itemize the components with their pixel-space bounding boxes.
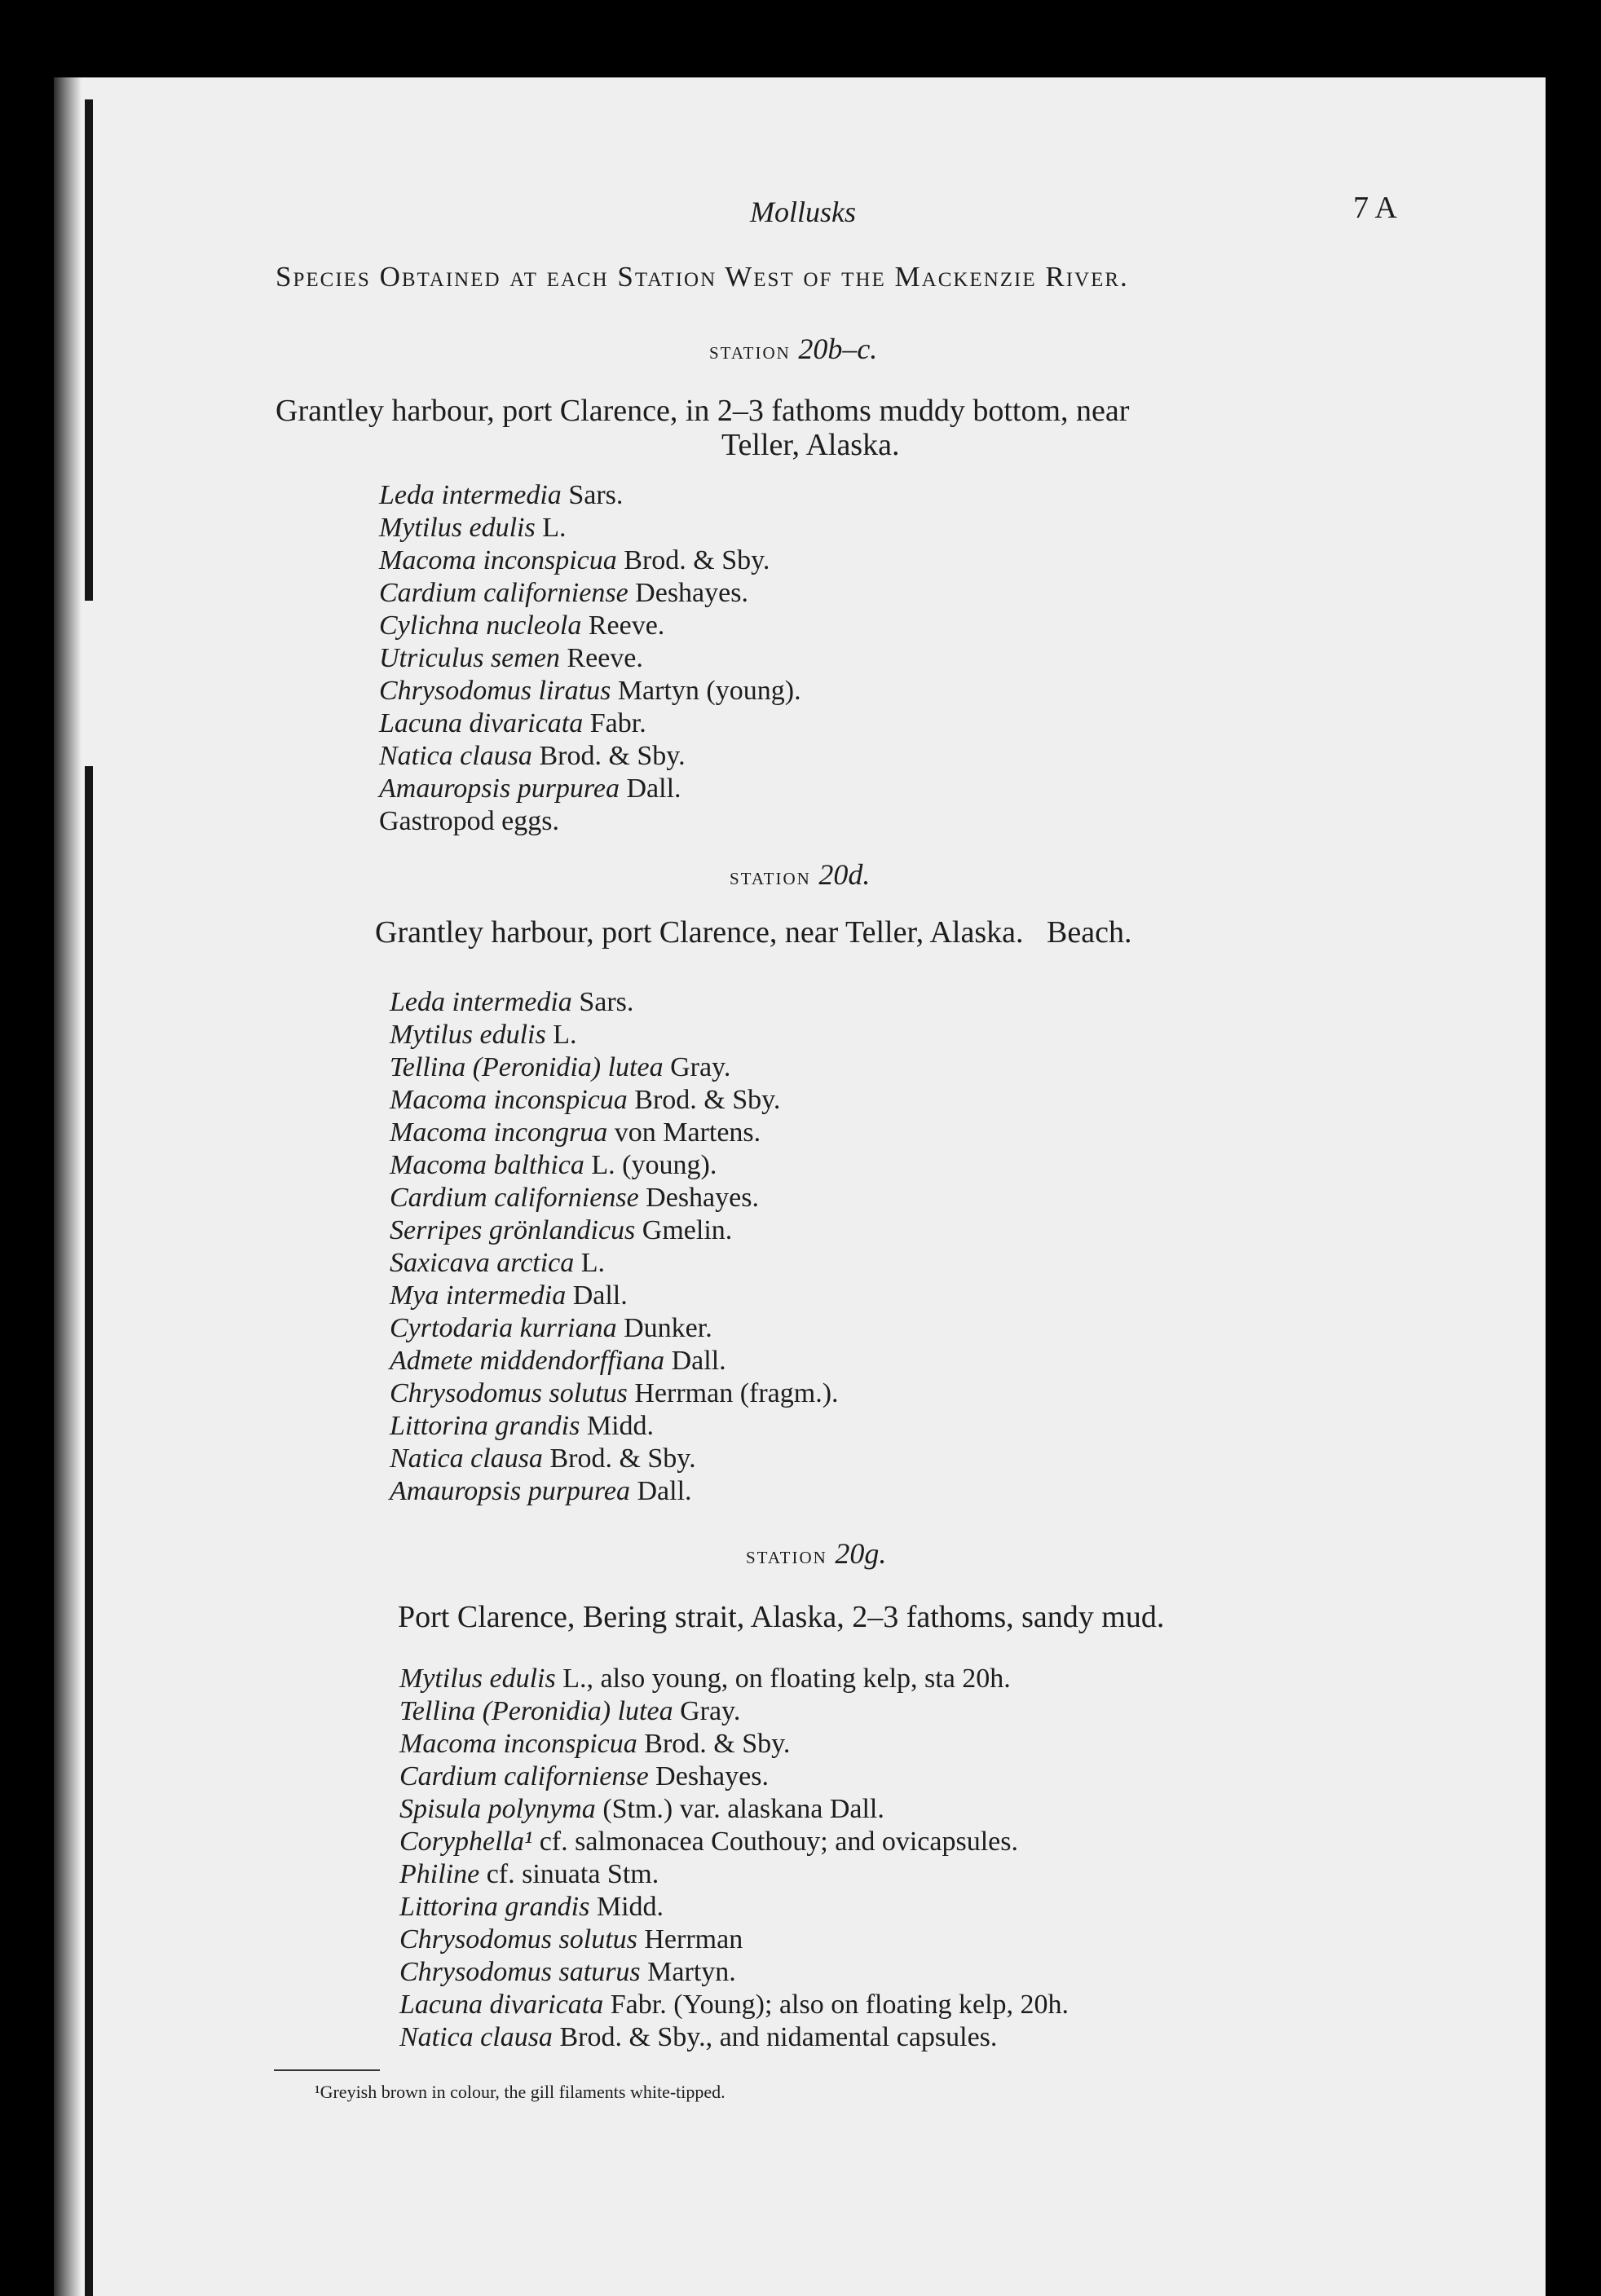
species-item: Tellina (Peronidia) lutea Gray. — [399, 1696, 741, 1726]
species-item: Cyrtodaria kurriana Dunker. — [390, 1313, 712, 1343]
station-label: station 20b–c. — [709, 333, 878, 365]
species-item: Chrysodomus solutus Herrman (fragm.). — [390, 1378, 839, 1408]
page-heading: Species Obtained at each Station West of the Mackenzie River. — [276, 261, 1129, 293]
species-item: Admete middendorffiana Dall. — [390, 1346, 726, 1376]
running-head: Mollusks — [750, 196, 856, 228]
species-item: Philine cf. sinuata Stm. — [399, 1859, 659, 1889]
species-item: Cardium californiense Deshayes. — [390, 1183, 759, 1213]
station-location: Teller, Alaska. — [721, 428, 900, 462]
species-item: Coryphella¹ cf. salmonacea Couthouy; and ovicapsules. — [399, 1827, 1018, 1857]
left-margin-rule — [85, 99, 93, 601]
species-item: Leda intermedia Sars. — [379, 480, 624, 510]
station-location: Grantley harbour, port Clarence, in 2–3 fathoms muddy bottom, near — [276, 394, 1130, 428]
left-margin-rule — [85, 766, 93, 2296]
species-item: Utriculus semen Reeve. — [379, 643, 643, 673]
species-item: Littorina grandis Midd. — [399, 1892, 664, 1922]
page-shadow — [54, 77, 82, 2296]
species-item: Macoma inconspicua Brod. & Sby. — [379, 545, 770, 575]
station-location: Grantley harbour, port Clarence, near Teller, Alaska. Beach. — [375, 915, 1132, 950]
species-item: Natica clausa Brod. & Sby. — [379, 741, 686, 771]
species-item: Natica clausa Brod. & Sby., and nidamental capsules. — [399, 2022, 998, 2052]
station-location: Port Clarence, Bering strait, Alaska, 2–3 fathoms, sandy mud. — [398, 1600, 1165, 1634]
species-item: Cardium californiense Deshayes. — [399, 1761, 769, 1791]
species-item: Mya intermedia Dall. — [390, 1280, 628, 1311]
footnote: ¹Greyish brown in colour, the gill filaments white-tipped. — [315, 2082, 726, 2102]
species-item: Mytilus edulis L. — [379, 513, 567, 543]
species-item: Serripes grönlandicus Gmelin. — [390, 1215, 733, 1245]
station-label: station 20d. — [730, 858, 871, 891]
species-item: Chrysodomus solutus Herrman — [399, 1924, 743, 1954]
species-item: Macoma inconspicua Brod. & Sby. — [399, 1729, 791, 1759]
species-list — [399, 1663, 1069, 2054]
species-item: Chrysodomus liratus Martyn (young). — [379, 676, 801, 706]
species-item: Chrysodomus saturus Martyn. — [399, 1957, 736, 1987]
species-item: Macoma incongrua von Martens. — [390, 1117, 761, 1148]
species-item: Mytilus edulis L. — [390, 1020, 577, 1050]
species-item: Natica clausa Brod. & Sby. — [390, 1443, 696, 1474]
species-item: Mytilus edulis L., also young, on floating kelp, sta 20h. — [399, 1664, 1011, 1694]
species-list — [379, 479, 801, 838]
station-label: station 20g. — [746, 1537, 887, 1570]
species-item: Leda intermedia Sars. — [390, 987, 634, 1017]
species-item: Cardium californiense Deshayes. — [379, 578, 748, 608]
page-number: 7 A — [1353, 191, 1397, 225]
species-item: Saxicava arctica L. — [390, 1248, 606, 1278]
species-item: Spisula polynyma (Stm.) var. alaskana Dall. — [399, 1794, 884, 1824]
footnote-rule — [274, 2069, 380, 2071]
species-item: Amauropsis purpurea Dall. — [379, 773, 681, 804]
species-item: Gastropod eggs. — [379, 806, 559, 836]
species-item: Macoma inconspicua Brod. & Sby. — [390, 1085, 781, 1115]
species-item: Lacuna divaricata Fabr. — [379, 708, 646, 738]
species-item: Lacuna divaricata Fabr. (Young); also on floating kelp, 20h. — [399, 1990, 1070, 2020]
species-item: Littorina grandis Midd. — [390, 1411, 655, 1441]
species-item: Amauropsis purpurea Dall. — [390, 1476, 692, 1506]
species-item: Tellina (Peronidia) lutea Gray. — [390, 1052, 731, 1082]
species-item: Cylichna nucleola Reeve. — [379, 610, 665, 641]
species-item: Macoma balthica L. (young). — [390, 1150, 717, 1180]
species-list — [390, 986, 839, 1508]
